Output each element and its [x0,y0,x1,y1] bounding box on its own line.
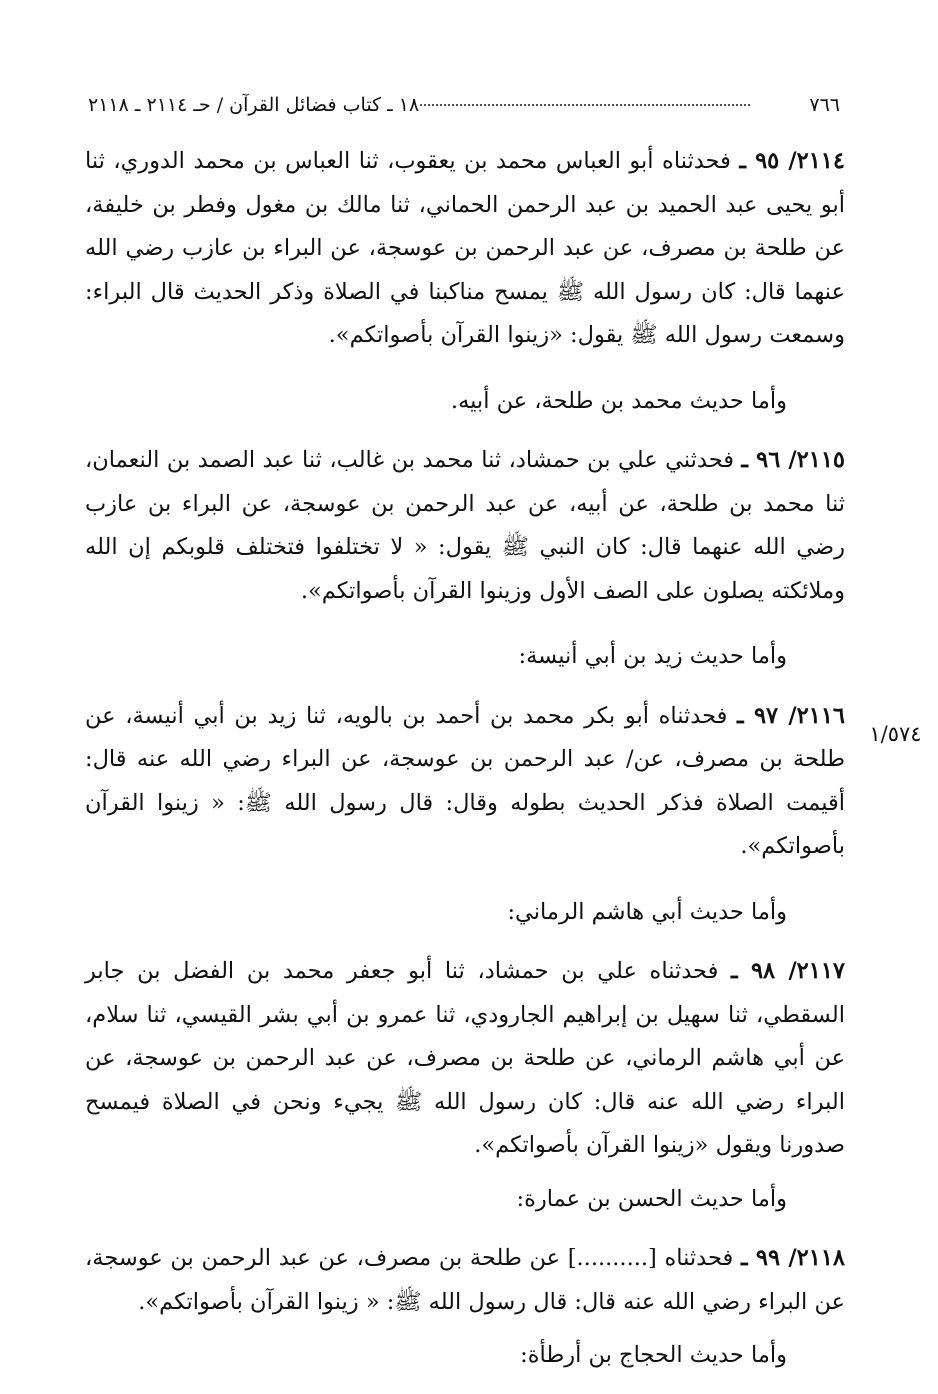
hadith-text: فحدثناه [..........] عن طلحة بن مصرف، عن عبد الرحمن بن عوسجة، عن البراء رضي الله عنه قال: قال رسول الله ﷺ: « زينوا القرآن بأصواتكم». [85,1245,845,1315]
hadith-paragraph [85,950,845,1168]
margin-volume-page-note: ١/٥٧٤ [869,722,922,746]
page-body [85,140,845,1394]
hadith-paragraph [85,695,845,869]
hadith-number: ٢١١٦/ ٩٧ ـ [737,702,845,729]
section-heading: وأما حديث محمد بن طلحة، عن أبيه. [450,387,787,414]
hadith-paragraph [85,140,845,358]
hadith-text: فحدثني علي بن حمشاد، ثنا محمد بن غالب، ثنا عبد الصمد بن النعمان، ثنا محمد بن طلحة، عن أبيه، عن عبد الرحمن بن عوسجة، عن البراء بن عازب رضي الله عنهما قال: كان النبي ﷺ يقول: « لا تختلفوا فتختلف قلوبكم إن الله وملائكته يصلون على الصف الأول وزينوا القرآن بأصواتكم». [85,447,845,604]
hadith-text: فحدثناه أبو بكر محمد بن أحمد بن بالويه، ثنا زيد بن أبي أنيسة، عن طلحة بن مصرف، عن/ عبد الرحمن بن عوسجة، عن البراء رضي الله عنه قال: أقيمت الصلاة فذكر الحديث بطوله وقال: قال رسول الله ﷺ: « زينوا القرآن بأصواتكم». [85,702,845,859]
hadith-text: فحدثناه علي بن حمشاد، ثنا أبو جعفر محمد بن الفضل بن جابر السقطي، ثنا سهيل بن إبراهيم الجارودي، ثنا عمرو بن أبي بشر القيسي، ثنا سلام، عن أبي هاشم الرماني، عن طلحة بن مصرف، عن عبد الرحمن بن عوسجة، عن البراء رضي الله عنه قال: كان رسول الله ﷺ يجيء ونحن في الصلاة فيمسح صدورنا ويقول «زينوا القرآن بأصواتكم». [85,958,845,1158]
header-dotted-leader [420,104,750,106]
hadith-number: ٢١١٤/ ٩٥ ـ [739,148,845,174]
hadith-text: فحدثناه أبو العباس محمد بن يعقوب، ثنا العباس بن محمد الدوري، ثنا أبو يحيى عبد الحميد بن عبد الرحمن الحماني، ثنا مالك بن مغول وفطر بن خليفة، عن طلحة بن مصرف، عن عبد الرحمن بن عوسجة، عن البراء بن عازب رضي الله عنهما قال: كان رسول الله ﷺ يمسح مناكبنا في الصلاة وذكر الحديث قال البراء: وسمعت رسول الله ﷺ يقول: «زينوا القرآن بأصواتكم». [85,148,845,348]
hadith-number: ٢١١٧/ ٩٨ ـ [731,958,846,984]
running-title: ١٨ ـ كتاب فضائل القرآن / حـ ٢١١٤ ـ ٢١١٨ [88,94,420,116]
page-header [88,90,840,120]
hadith-paragraph [85,439,845,613]
page-number: ٧٦٦ [809,94,840,116]
section-heading: وأما حديث أبي هاشم الرماني: [507,898,787,925]
section-heading: وأما حديث الحجاج بن أرطأة: [520,1342,787,1368]
hadith-number: ٢١١٥/ ٩٦ ـ [741,447,845,473]
section-heading: وأما حديث الحسن بن عمارة: [516,1185,787,1212]
section-heading: وأما حديث زيد بن أبي أنيسة: [518,643,787,669]
hadith-number: ٢١١٨/ ٩٩ ـ [740,1245,845,1271]
hadith-paragraph [85,1237,845,1324]
